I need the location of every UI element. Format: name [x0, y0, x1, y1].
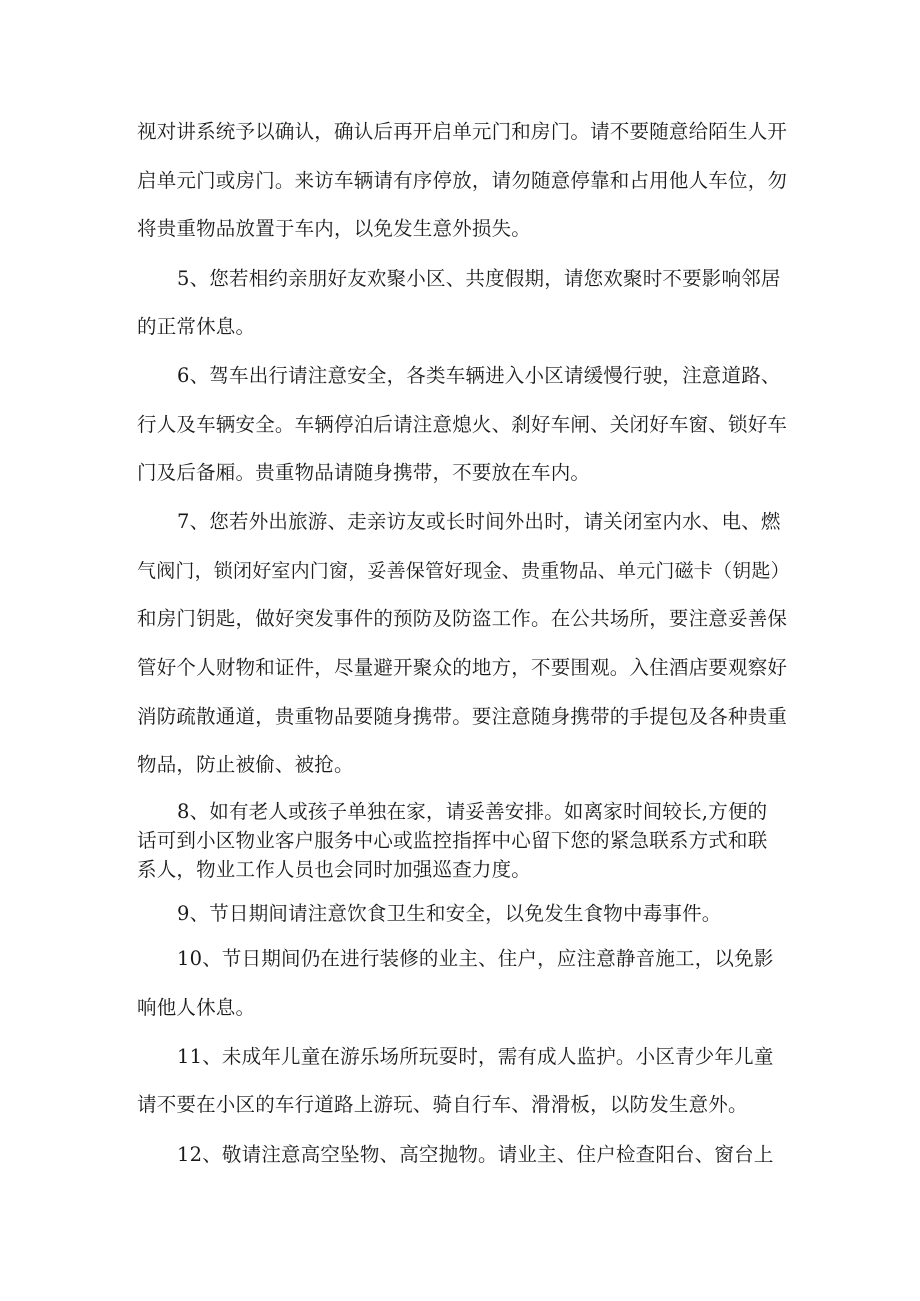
text-line: 响他人休息。 — [137, 996, 256, 1019]
paragraph-10-line: 10、节日期间仍在进行装修的业主、住户，应注意静音施工，以免影 — [177, 947, 774, 970]
text-line: 将贵重物品放置于车内，以免发生意外损失。 — [137, 217, 532, 240]
text-line: 门及后备厢。贵重物品请随身携带，不要放在车内。 — [137, 461, 591, 484]
text-line: 气阀门，锁闭好室内门窗，妥善保管好现金、贵重物品、单元门磁卡（钥匙） — [137, 560, 790, 582]
paragraph-8-line: 8、如有老人或孩子单独在家，请妥善安排。如离家时间较长,方便的 — [177, 800, 768, 823]
text-line: 请不要在小区的车行道路上游玩、骑自行车、滑滑板，以防发生意外。 — [137, 1093, 748, 1116]
text-line: 系人，物业工作人员也会同时加强巡查力度。 — [137, 858, 532, 881]
text-line: 视对讲系统予以确认，确认后再开启单元门和房门。请不要随意给陌生人开 — [137, 120, 788, 143]
paragraph-9-line: 9、节日期间请注意饮食卫生和安全，以免发生食物中毒事件。 — [177, 902, 722, 925]
text-line: 的正常休息。 — [137, 315, 256, 338]
paragraph-6-line: 6、驾车出行请注意安全，各类车辆进入小区请缓慢行驶，注意道路、 — [177, 364, 781, 387]
text-line: 物品，防止被偷、被抢。 — [137, 753, 354, 776]
text-line: 启单元门或房门。来访车辆请有序停放，请勿随意停靠和占用他人车位，勿 — [137, 169, 788, 192]
text-line: 和房门钥匙，做好突发事件的预防及防盗工作。在公共场所，要注意妥善保 — [137, 607, 788, 630]
text-line: 话可到小区物业客户服务中心或监控指挥中心留下您的紧急联系方式和联 — [137, 829, 768, 852]
paragraph-12-line: 12、敬请注意高空坠物、高空抛物。请业主、住户检查阳台、窗台上 — [177, 1143, 774, 1166]
text-line: 消防疏散通道，贵重物品要随身携带。要注意随身携带的手提包及各种贵重 — [137, 705, 788, 728]
text-line: 行人及车辆安全。车辆停泊后请注意熄火、刹好车闸、关闭好车窗、锁好车 — [137, 413, 788, 436]
text-line: 管好个人财物和证件，尽量避开聚众的地方，不要围观。入住酒店要观察好 — [137, 656, 788, 679]
paragraph-5-line: 5、您若相约亲朋好友欢聚小区、共度假期，请您欢聚时不要影响邻居 — [177, 267, 781, 290]
paragraph-7-line: 7、您若外出旅游、走亲访友或长时间外出时，请关闭室内水、电、燃 — [177, 510, 781, 533]
paragraph-11-line: 11、未成年儿童在游乐场所玩耍时，需有成人监护。小区青少年儿童 — [177, 1045, 774, 1068]
